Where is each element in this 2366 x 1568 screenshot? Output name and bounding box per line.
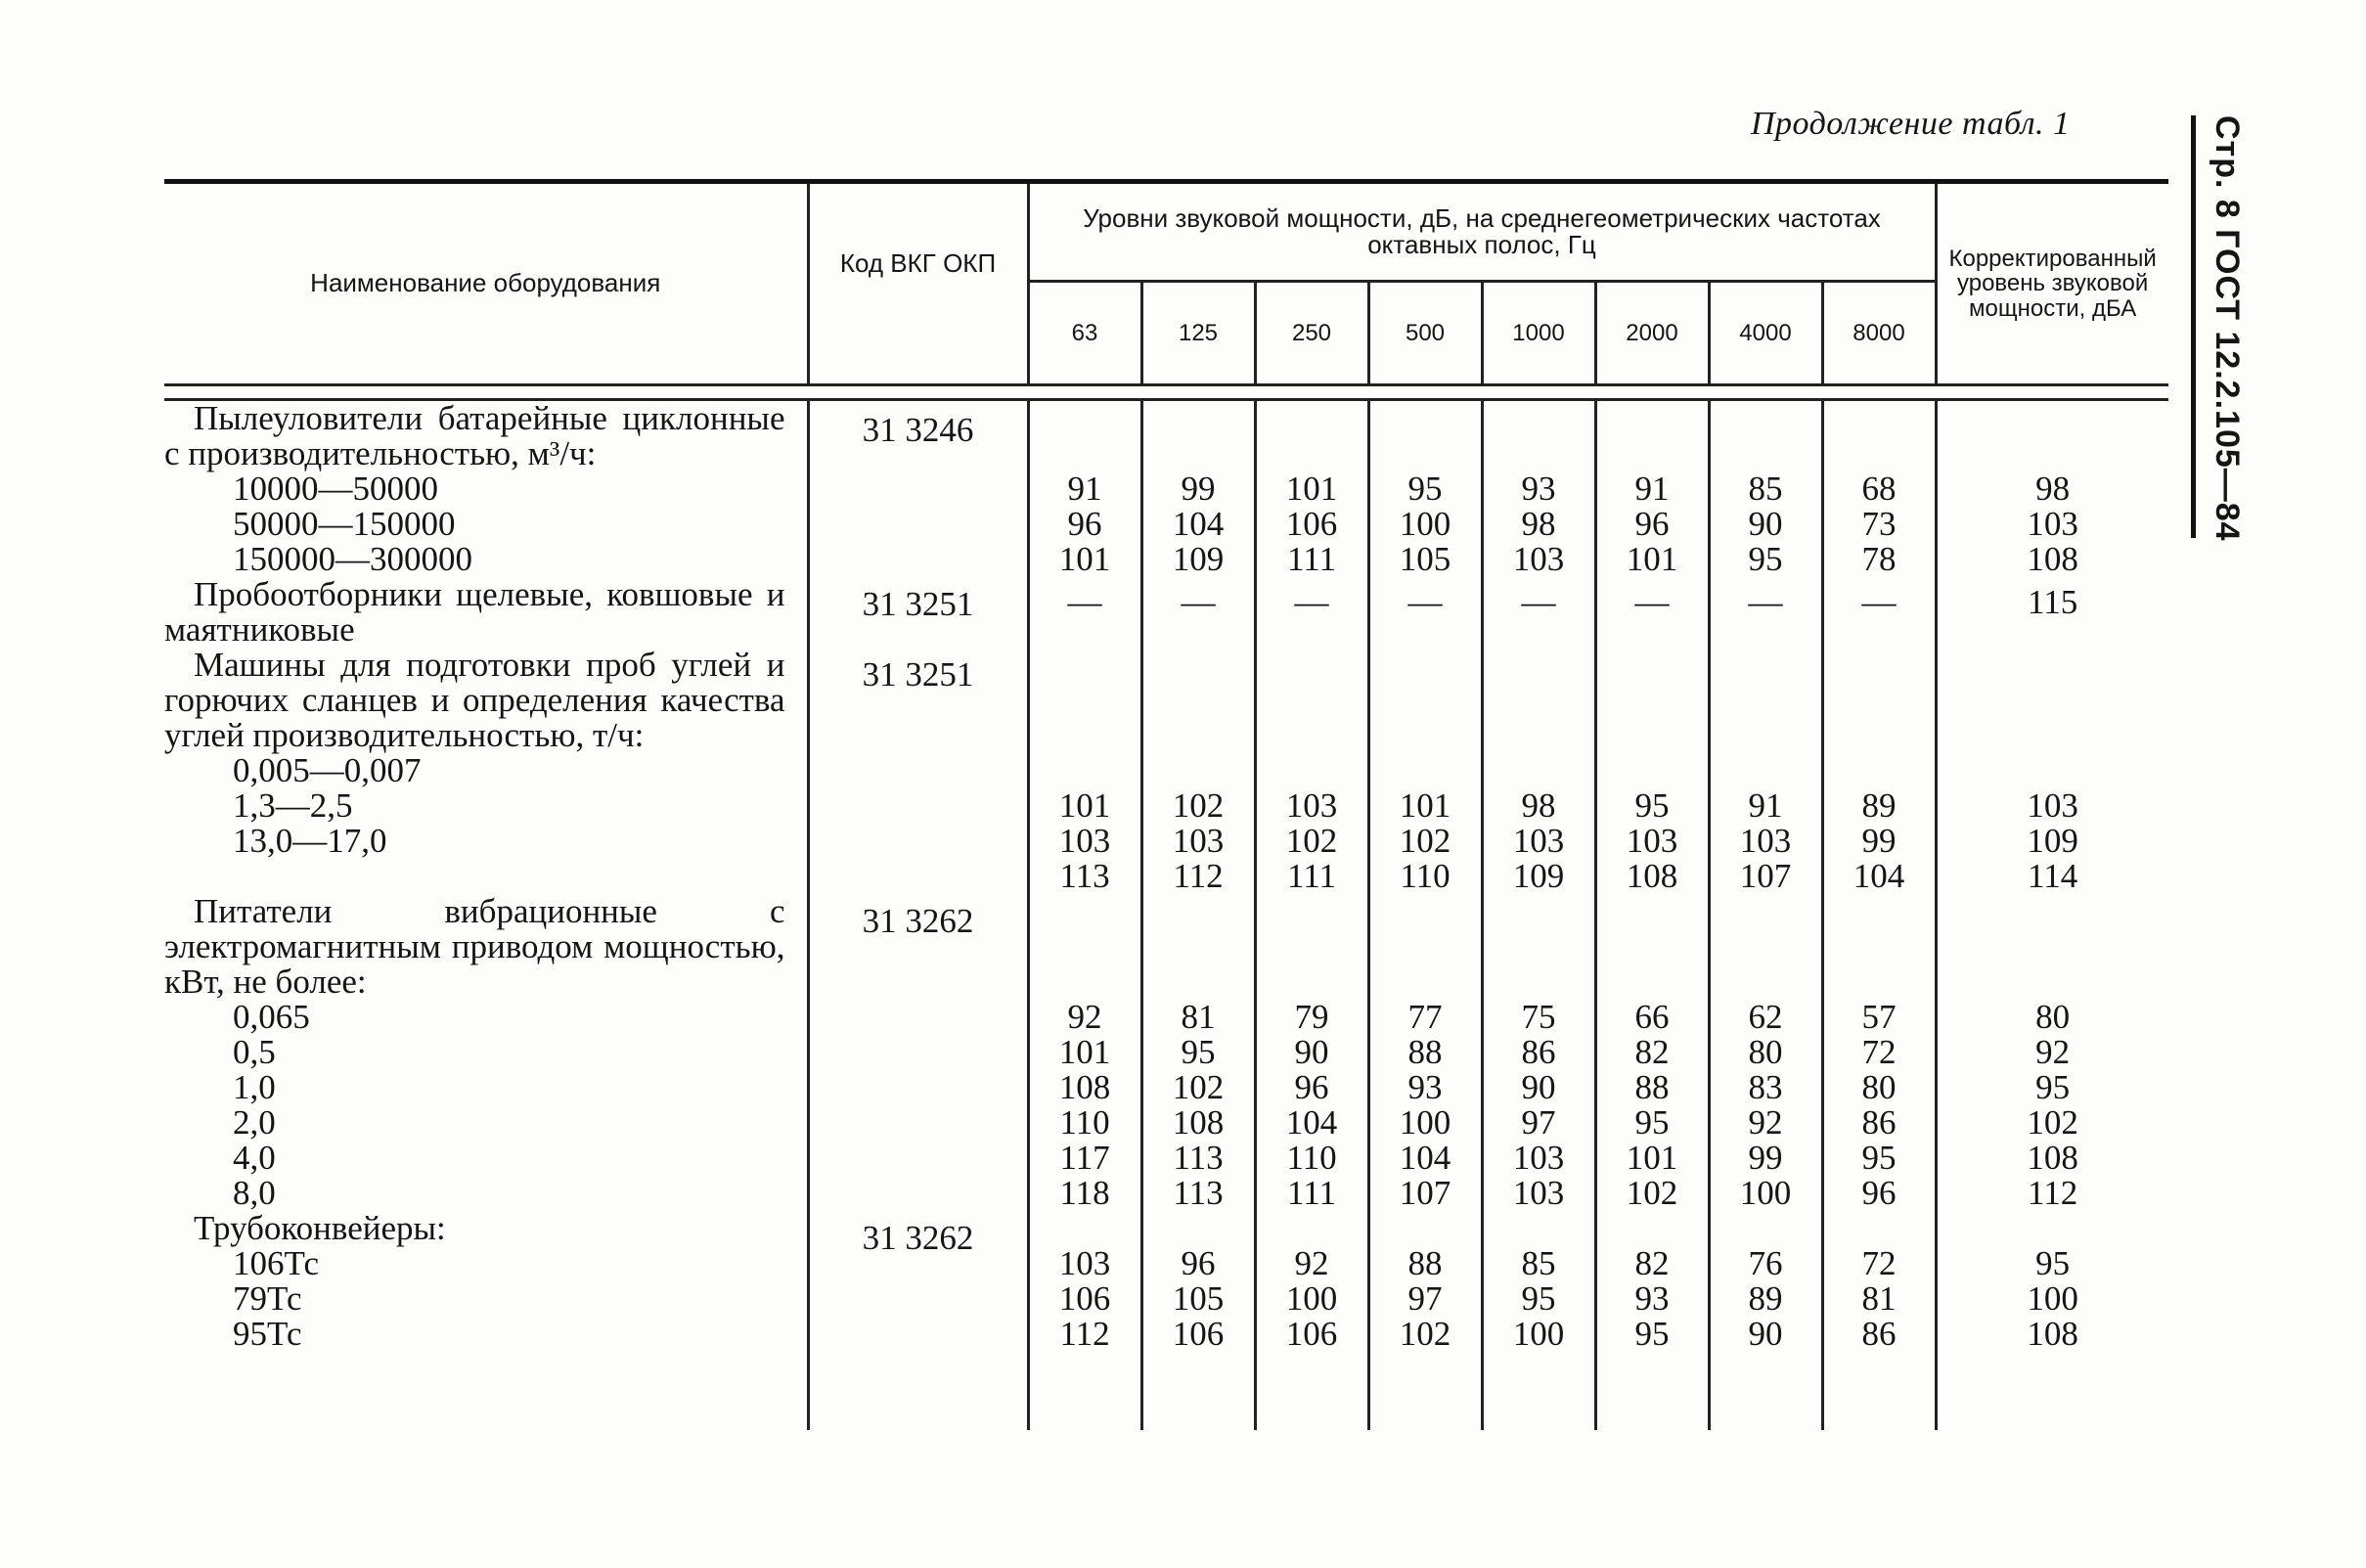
corrected-value: 114 [2028,857,2078,895]
level-value: 111 [1287,540,1336,578]
table-filler [164,1352,2168,1430]
level-value: — [1181,583,1216,621]
level-value: 96 [1861,1174,1897,1212]
level-value: 96 [1067,505,1102,543]
level-value: 103 [1172,822,1225,860]
level-value: 90 [1521,1068,1556,1106]
level-value: 86 [1861,1103,1897,1142]
table-row [164,648,2168,894]
level-value: 113 [1173,1139,1224,1177]
level-value: 79 [1294,998,1329,1036]
level-value: 110 [1400,857,1451,895]
level-value: 100 [1399,1103,1451,1142]
level-value: 109 [1512,857,1565,895]
level-value: 100 [1285,1279,1338,1318]
group-title: Трубоконвейеры: [194,1209,446,1247]
table-row [164,1211,2168,1352]
level-value: 62 [1748,998,1783,1036]
corrected-value: 112 [2028,1174,2078,1212]
level-value: 88 [1407,1033,1443,1071]
level-value: 117 [1059,1139,1110,1177]
level-value: 99 [1181,470,1216,508]
level-value: 95 [1634,1315,1670,1353]
level-value: 83 [1748,1068,1783,1106]
corrected-value: 109 [2027,822,2078,860]
level-value: 96 [1634,505,1670,543]
level-value: 108 [1172,1103,1225,1142]
level-value: 75 [1521,998,1556,1036]
item-name: 95Тс [233,1315,302,1353]
corrected-value: 95 [2035,1244,2071,1282]
table-caption: Продолжение табл. 1 [1751,106,2071,142]
level-value: 101 [1626,1139,1678,1177]
corrected-value: 80 [2035,998,2071,1036]
header-corrected: Корректированный уровень звуковой мощности, дБА [1936,182,2168,385]
level-value: 80 [1748,1033,1783,1071]
level-value: 113 [1059,857,1110,895]
level-value: 93 [1407,1068,1443,1106]
group-title: Пробоотборники щелевые, ковшовые и маятниковые [164,575,785,649]
level-value: 73 [1861,505,1897,543]
page-side-label: Стр. 8 ГОСТ 12.2.105—84 [2209,115,2246,542]
header-freq: 1000 [1482,282,1595,385]
item-name: 8,0 [233,1174,276,1212]
item-name: 50000—150000 [233,505,456,543]
level-value: 108 [1058,1068,1111,1106]
level-value: 90 [1748,1315,1783,1353]
item-name: 4,0 [233,1139,276,1177]
level-value: 101 [1058,540,1111,578]
level-value: 103 [1739,822,1792,860]
level-value: 105 [1399,540,1451,578]
header-freq: 4000 [1709,282,1822,385]
equipment-name [164,648,808,894]
header-freq: 125 [1141,282,1255,385]
level-value: 98 [1521,786,1556,825]
level-value: 104 [1172,505,1225,543]
level-value: 68 [1861,470,1897,508]
level-value: 100 [1739,1174,1792,1212]
corrected-value: 103 [2027,505,2078,543]
level-value: — [1748,583,1783,621]
item-name: 0,5 [233,1033,276,1071]
okp-code: 31 3246 [862,411,974,449]
table-row [164,577,2168,648]
item-name: 1,0 [233,1068,276,1106]
header-freq: 2000 [1595,282,1709,385]
corrected-value: 115 [2028,583,2078,621]
item-name: 13,0—17,0 [233,822,387,860]
corrected-value: 108 [2027,1139,2078,1177]
level-value: 103 [1512,540,1565,578]
corrected-value: 95 [2035,1068,2071,1106]
level-value: 102 [1626,1174,1678,1212]
noise-table [164,179,2168,1430]
level-value: 90 [1294,1033,1329,1071]
side-rule [2191,115,2196,538]
level-value: — [1067,583,1102,621]
level-value: 101 [1058,1033,1111,1071]
level-value: 86 [1861,1315,1897,1353]
level-value: 107 [1399,1174,1451,1212]
level-value: 97 [1407,1279,1443,1318]
level-value: 102 [1172,786,1225,825]
item-name: 10000—50000 [233,470,438,508]
level-value: 101 [1399,786,1451,825]
level-value: 85 [1748,470,1783,508]
equipment-name [164,400,808,578]
level-value: — [1407,583,1443,621]
level-value: 97 [1521,1103,1556,1142]
level-value: 103 [1058,1244,1111,1282]
level-value: 103 [1058,822,1111,860]
level-value: 102 [1399,1315,1451,1353]
level-value: 98 [1521,505,1556,543]
level-value: 103 [1626,822,1678,860]
level-value: 102 [1172,1068,1225,1106]
level-value: 92 [1294,1244,1329,1282]
level-value: 77 [1407,998,1443,1036]
level-value: 81 [1181,998,1216,1036]
level-value: 93 [1521,470,1556,508]
corrected-value: 92 [2035,1033,2071,1071]
level-value: 72 [1861,1033,1897,1071]
level-value: 109 [1172,540,1225,578]
level-value: 112 [1059,1315,1110,1353]
level-value: 105 [1172,1279,1225,1318]
level-value: 102 [1399,822,1451,860]
equipment-name [164,1211,808,1352]
level-value: — [1521,583,1556,621]
level-value: 99 [1748,1139,1783,1177]
group-title: Питатели вибрационные с электромагнитным приводом мощностью, кВт, не более: [164,892,785,1001]
level-value: 110 [1059,1103,1110,1142]
header-freq: 250 [1255,282,1368,385]
header-code: Код ВКГ ОКП [808,182,1028,385]
level-value: 72 [1861,1244,1897,1282]
level-value: 96 [1181,1244,1216,1282]
level-value: 95 [1634,786,1670,825]
okp-code: 31 3251 [862,655,974,694]
header-name: Наименование оборудования [164,182,808,385]
level-value: 110 [1286,1139,1337,1177]
level-value: 101 [1626,540,1678,578]
item-name: 150000—300000 [233,540,472,578]
okp-code: 31 3251 [862,585,974,623]
level-value: 88 [1634,1068,1670,1106]
level-value: 95 [1634,1103,1670,1142]
item-name: 0,065 [233,998,310,1036]
level-value: 91 [1634,470,1670,508]
level-value: 95 [1861,1139,1897,1177]
level-value: 92 [1067,998,1102,1036]
level-value: 108 [1626,857,1678,895]
level-value: 92 [1748,1103,1783,1142]
header-freq: 63 [1028,282,1141,385]
level-value: 100 [1512,1315,1565,1353]
level-value: 90 [1748,505,1783,543]
corrected-value: 102 [2027,1103,2078,1142]
level-value: 86 [1521,1033,1556,1071]
item-name: 1,3—2,5 [233,786,353,825]
level-value: 106 [1285,505,1338,543]
header-freq: 500 [1368,282,1482,385]
level-value: 76 [1748,1244,1783,1282]
level-value: — [1294,583,1329,621]
group-title: Пылеуловители батарейные циклонные с производительностью, м³/ч: [164,399,785,472]
level-value: 103 [1512,1174,1565,1212]
equipment-name [164,894,808,1211]
level-value: 82 [1634,1244,1670,1282]
level-value: 99 [1861,822,1897,860]
level-value: — [1634,583,1670,621]
corrected-value: 108 [2027,1315,2078,1353]
level-value: 111 [1287,1174,1336,1212]
level-value: 78 [1861,540,1897,578]
equipment-name [164,577,808,648]
level-value: 104 [1853,857,1905,895]
item-name: 0,005—0,007 [233,751,422,789]
level-value: 96 [1294,1068,1329,1106]
level-value: 100 [1399,505,1451,543]
level-value: 93 [1634,1279,1670,1318]
level-value: 103 [1285,786,1338,825]
corrected-value: 100 [2027,1279,2078,1318]
level-value: 81 [1861,1279,1897,1318]
table-row [164,400,2168,578]
level-value: 104 [1399,1139,1451,1177]
level-value: 95 [1181,1033,1216,1071]
level-value: 118 [1059,1174,1110,1212]
level-value: 66 [1634,998,1670,1036]
level-value: 112 [1173,857,1224,895]
level-value: 106 [1058,1279,1111,1318]
level-value: 91 [1748,786,1783,825]
header-freq: 8000 [1822,282,1936,385]
level-value: 104 [1285,1103,1338,1142]
level-value: 89 [1748,1279,1783,1318]
level-value: 113 [1173,1174,1224,1212]
header-levels: Уровни звуковой мощности, дБ, на среднегеометрических частотах октавных полос, Гц [1028,182,1936,282]
level-value: 103 [1512,1139,1565,1177]
corrected-value: 108 [2027,540,2078,578]
level-value: 95 [1748,540,1783,578]
table-row [164,894,2168,1211]
level-value: 107 [1739,857,1792,895]
level-value: 103 [1512,822,1565,860]
level-value: 101 [1058,786,1111,825]
corrected-value: 98 [2035,470,2071,508]
item-name: 2,0 [233,1103,276,1142]
level-value: 106 [1172,1315,1225,1353]
level-value: 82 [1634,1033,1670,1071]
corrected-value: 103 [2027,786,2078,825]
item-name: 106Тс [233,1244,320,1282]
level-value: 101 [1285,470,1338,508]
okp-code: 31 3262 [862,1219,974,1257]
okp-code: 31 3262 [862,902,974,940]
level-value: — [1861,583,1897,621]
level-value: 80 [1861,1068,1897,1106]
level-value: 111 [1287,857,1336,895]
item-name: 79Тс [233,1279,302,1318]
level-value: 88 [1407,1244,1443,1282]
level-value: 102 [1285,822,1338,860]
level-value: 89 [1861,786,1897,825]
level-value: 91 [1067,470,1102,508]
level-value: 85 [1521,1244,1556,1282]
level-value: 57 [1861,998,1897,1036]
level-value: 95 [1407,470,1443,508]
group-title: Машины для подготовки проб углей и горючих сланцев и определения качества углей производительностью, т/ч: [164,646,785,754]
level-value: 95 [1521,1279,1556,1318]
level-value: 106 [1285,1315,1338,1353]
